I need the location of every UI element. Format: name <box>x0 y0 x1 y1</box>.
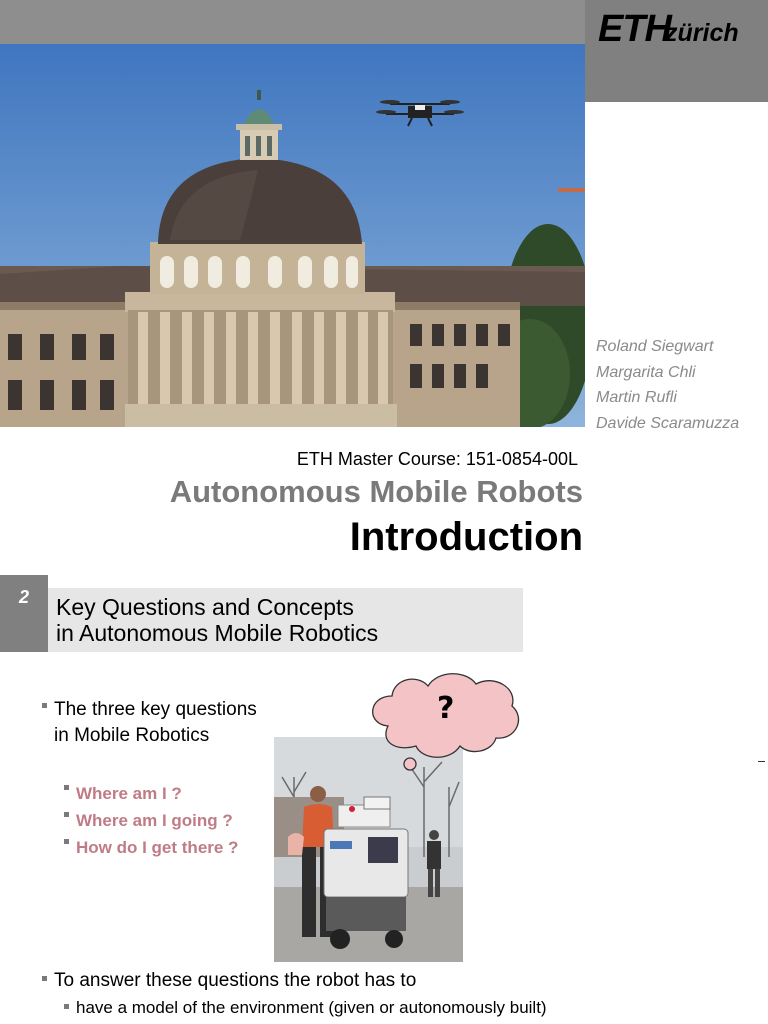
list-item: Where am I going ? <box>64 807 238 834</box>
author-name: Davide Scaramuzza <box>596 414 740 432</box>
thought-bubble-icon <box>366 666 522 778</box>
slide-heading: Key Questions and Concepts in Autonomous Mobile Robotics <box>56 594 379 646</box>
bullet-square-icon <box>42 976 47 981</box>
lecture-title: Introduction <box>349 515 583 559</box>
page-number: 2 <box>18 587 29 607</box>
author-name: Martin Rufli <box>596 389 677 406</box>
bullet-square-icon <box>64 839 69 844</box>
list-item: Where am I ? <box>64 780 238 807</box>
question-list <box>64 780 238 861</box>
eth-building-photo <box>0 44 585 427</box>
course-title: Autonomous Mobile Robots <box>169 474 583 509</box>
bullet-key-questions: The three key questions in Mobile Robotics <box>42 697 257 748</box>
thought-cloud <box>366 666 522 783</box>
building-illustration <box>0 44 585 427</box>
bullet-square-icon <box>64 785 69 790</box>
author-name: Roland Siegwart <box>596 338 714 355</box>
bullet-square-icon <box>64 1004 69 1009</box>
sub-bullet-model: have a model of the environment (given or autonomously built) <box>64 998 547 1018</box>
eth-logo: ETHzürich <box>598 8 739 50</box>
edge-mark <box>758 761 765 762</box>
author-list <box>596 334 739 436</box>
list-item: How do I get there ? <box>64 834 238 861</box>
course-code: ETH Master Course: 151-0854-00L <box>296 449 578 469</box>
author-name: Margarita Chli <box>596 363 696 381</box>
question-mark: ? <box>437 691 455 726</box>
bullet-square-icon <box>64 812 69 817</box>
bullet-square-icon <box>42 703 47 708</box>
bullet-answer: To answer these questions the robot has to <box>42 970 416 992</box>
